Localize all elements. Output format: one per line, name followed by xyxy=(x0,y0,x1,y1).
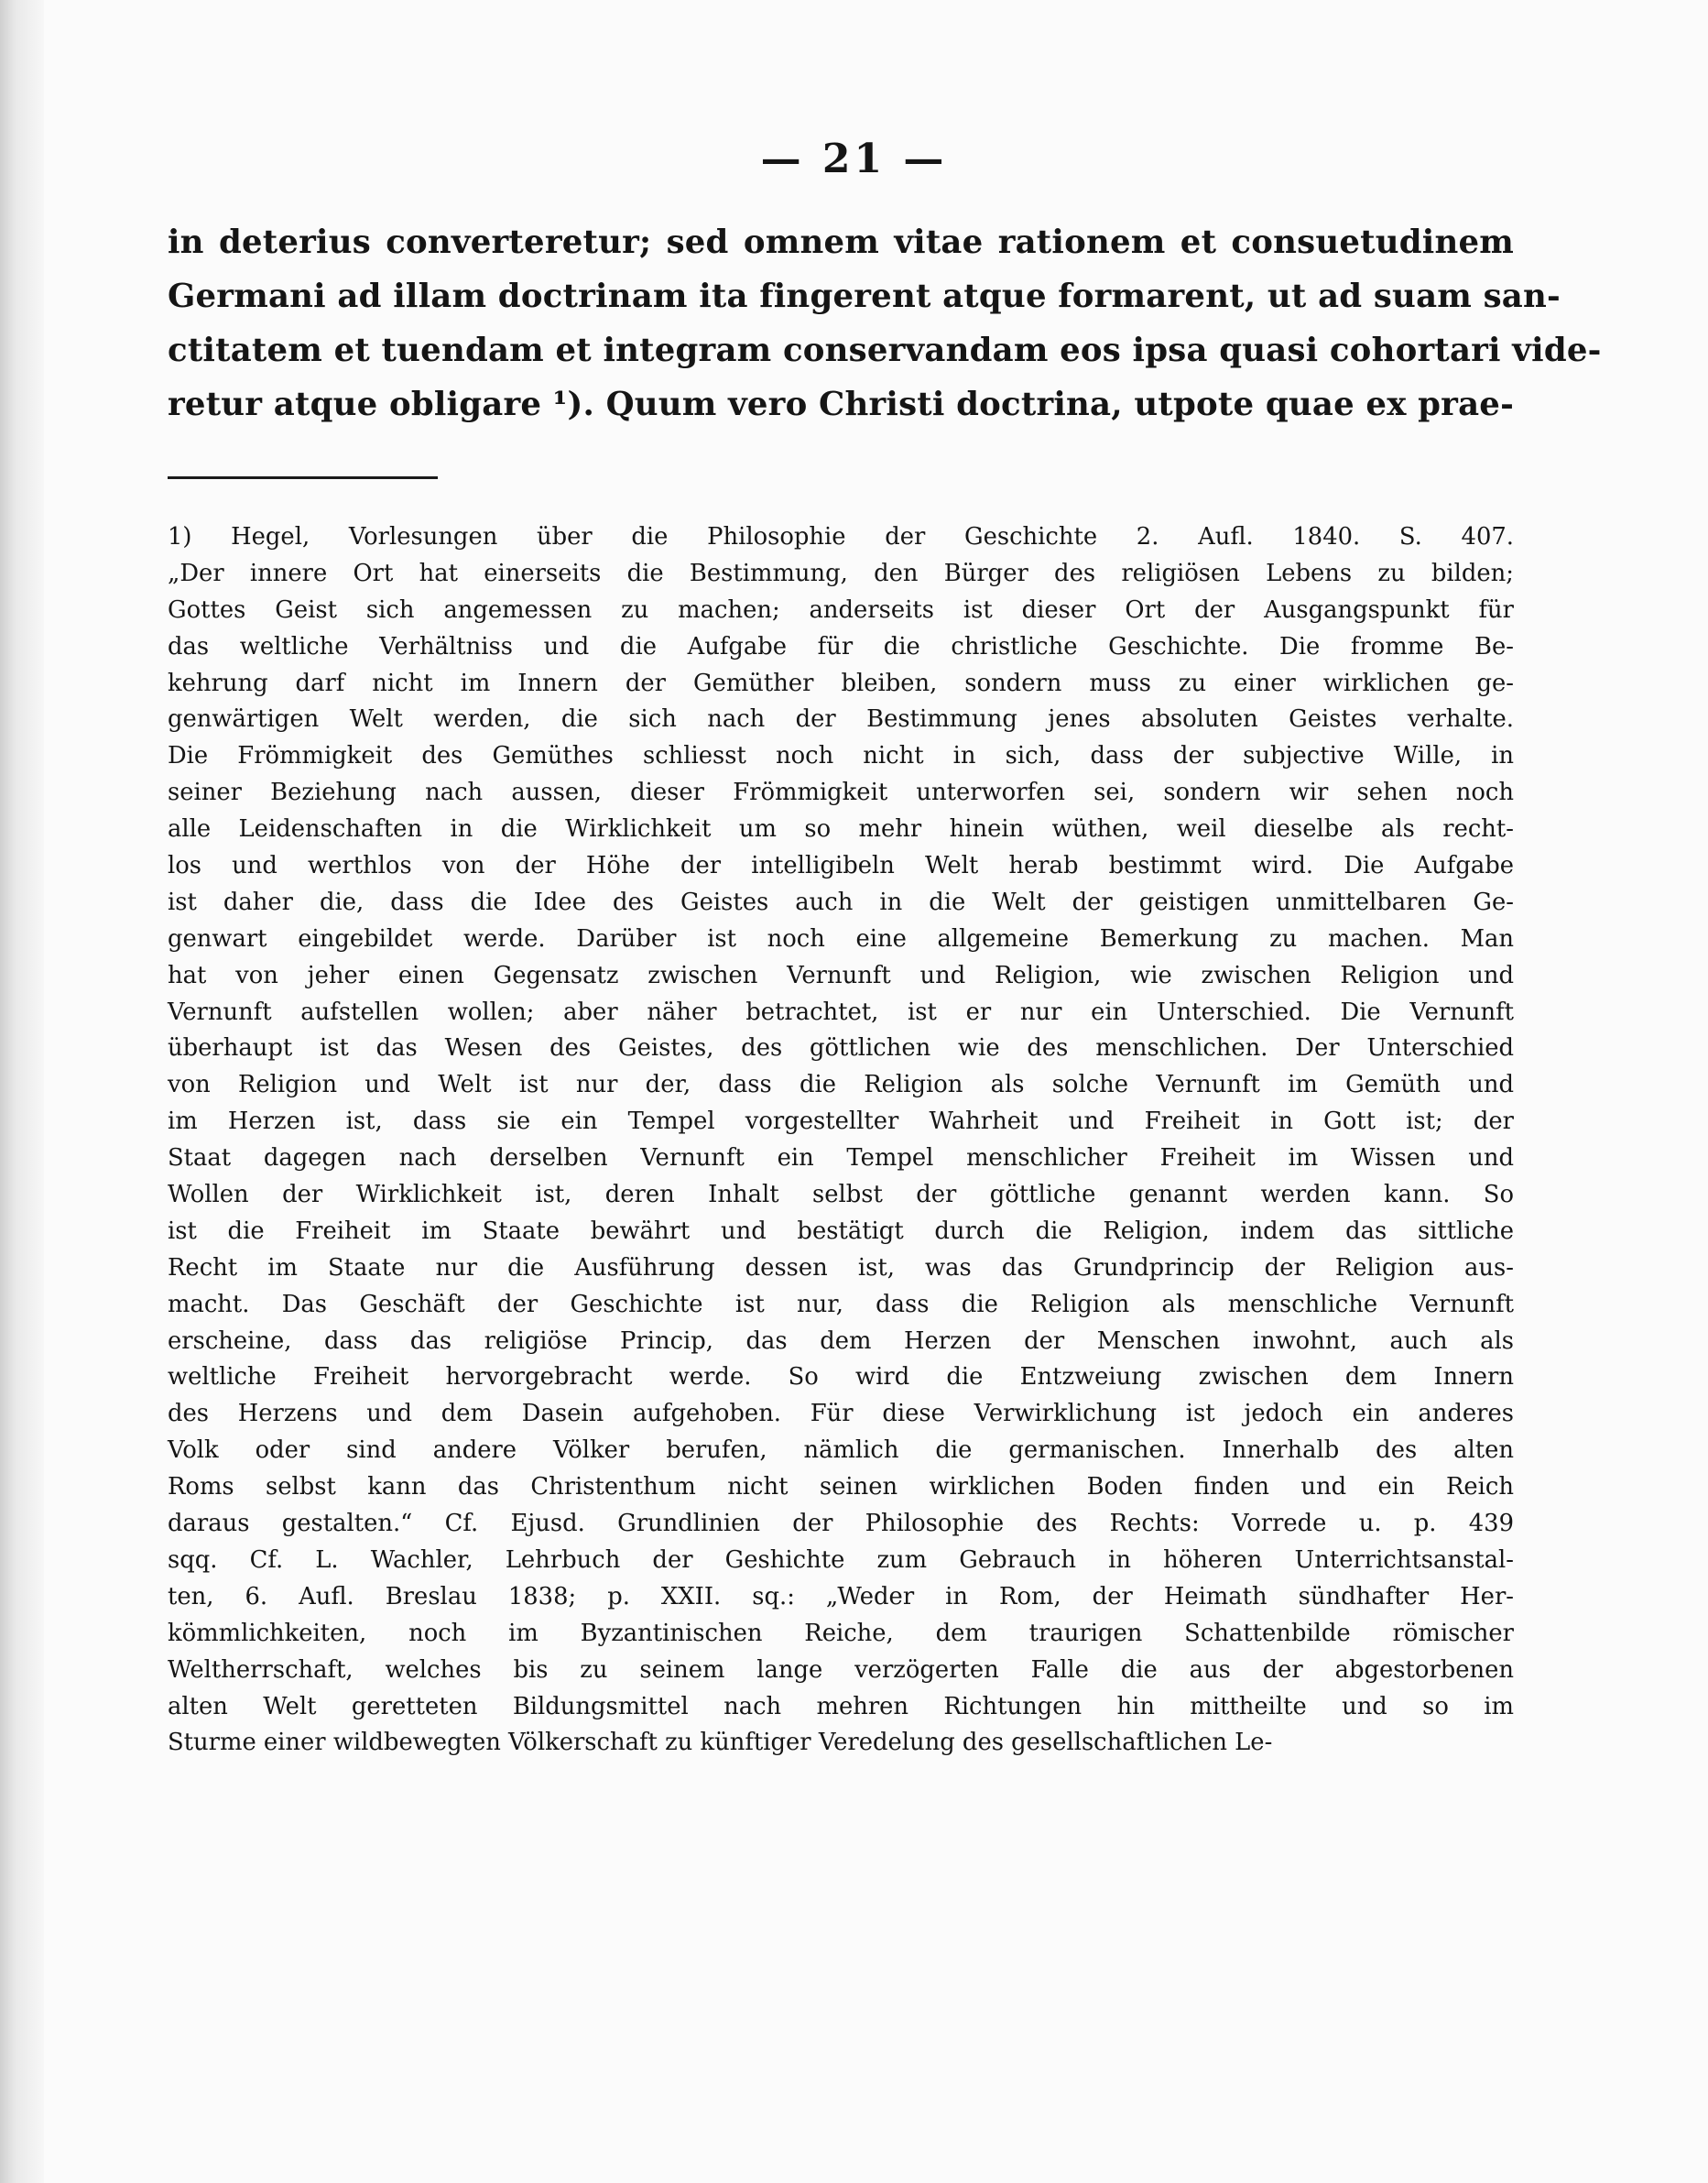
footnote-line: ist die Freiheit im Staate bewährt und bestätigt durch die Religion, indem das sittliche xyxy=(168,1217,1514,1245)
main-text-line: ctitatem et tuendam et integram conservandam eos ipsa quasi cohortari vide- xyxy=(168,332,1602,369)
footnote-line: macht. Das Geschäft der Geschichte ist nur, dass die Religion als menschliche Vernunft xyxy=(168,1290,1514,1318)
footnote-line: Volk oder sind andere Völker berufen, nämlich die germanischen. Innerhalb des alten xyxy=(168,1436,1514,1465)
footnote-line: „Der innere Ort hat einerseits die Bestimmung, den Bürger des religiösen Lebens zu bilden; xyxy=(168,559,1514,587)
footnote-line: 1) Hegel, Vorlesungen über die Philosophie der Geschichte 2. Aufl. 1840. S. 407. xyxy=(168,523,1514,551)
footnote-line: alten Welt geretteten Bildungsmittel nach mehren Richtungen hin mittheilte und so im xyxy=(168,1692,1514,1720)
footnote-line: Sturme einer wildbewegten Völkerschaft zu künftiger Veredelung des gesellschaftlichen Le- xyxy=(168,1729,1273,1757)
footnote-line: kömmlichkeiten, noch im Byzantinischen Reiche, dem traurigen Schattenbilde römischer xyxy=(168,1619,1514,1647)
footnote-line: ist daher die, dass die Idee des Geistes auch in die Welt der geistigen unmittelbaren Ge- xyxy=(168,888,1514,916)
footnote-line: überhaupt ist das Wesen des Geistes, des göttlichen wie des menschlichen. Der Unterschied xyxy=(168,1034,1514,1063)
footnote-line: Vernunft aufstellen wollen; aber näher betrachtet, ist er nur ein Unterschied. Die Vernunft xyxy=(168,998,1514,1026)
footnote-line: hat von jeher einen Gegensatz zwischen Vernunft und Religion, wie zwischen Religion und xyxy=(168,961,1514,989)
main-text-line: Germani ad illam doctrinam ita fingerent atque formarent, ut ad suam san- xyxy=(168,278,1561,315)
main-text-line: in deterius converteretur; sed omnem vitae rationem et consuetudinem xyxy=(168,224,1514,261)
footnote-line: Die Frömmigkeit des Gemüthes schliesst noch nicht in sich, dass der subjective Wille, in xyxy=(168,742,1514,770)
footnote-line: daraus gestalten.“ Cf. Ejusd. Grundlinien der Philosophie des Rechts: Vorrede u. p. 439 xyxy=(168,1510,1514,1538)
footnote-line: das weltliche Verhältniss und die Aufgabe für die christliche Geschichte. Die fromme Be- xyxy=(168,632,1514,660)
footnote-line: seiner Beziehung nach aussen, dieser Frömmigkeit unterworfen sei, sondern wir sehen noch xyxy=(168,779,1514,807)
footnote-line: von Religion und Welt ist nur der, dass die Religion als solche Vernunft im Gemüth und xyxy=(168,1071,1514,1099)
footnote-line: los und werthlos von der Höhe der intelligibeln Welt herab bestimmt wird. Die Aufgabe xyxy=(168,852,1514,880)
footnote-line: ten, 6. Aufl. Breslau 1838; p. XXII. sq.: „Weder in Rom, der Heimath sündhafter Her- xyxy=(168,1582,1514,1610)
footnote-line: Gottes Geist sich angemessen zu machen; anderseits ist dieser Ort der Ausgangspunkt für xyxy=(168,595,1514,624)
binding-shadow xyxy=(0,0,44,2183)
footnote-line: im Herzen ist, dass sie ein Tempel vorgestellter Wahrheit und Freiheit in Gott ist; der xyxy=(168,1108,1514,1136)
footnote-line: Weltherrschaft, welches bis zu seinem lange verzögerten Falle die aus der abgestorbenen xyxy=(168,1655,1514,1684)
footnote-separator xyxy=(168,476,438,479)
footnote-line: genwärtigen Welt werden, die sich nach der Bestimmung jenes absoluten Geistes verhalte. xyxy=(168,705,1514,734)
footnote-line: Wollen der Wirklichkeit ist, deren Inhalt selbst der göttliche genannt werden kann. So xyxy=(168,1181,1514,1209)
footnote-line: weltliche Freiheit hervorgebracht werde. So wird die Entzweiung zwischen dem Innern xyxy=(168,1363,1514,1392)
main-text-block xyxy=(168,215,1602,431)
footnote-line: Recht im Staate nur die Ausführung dessen ist, was das Grundprincip der Religion aus- xyxy=(168,1253,1514,1282)
footnote-line: sqq. Cf. L. Wachler, Lehrbuch der Geshichte zum Gebrauch in höheren Unterrichtsanstal- xyxy=(168,1545,1514,1574)
footnote-line: Roms selbst kann das Christenthum nicht seinen wirklichen Boden finden und ein Reich xyxy=(168,1473,1514,1501)
footnote-line: Staat dagegen nach derselben Vernunft ein Tempel menschlicher Freiheit im Wissen und xyxy=(168,1144,1514,1173)
footnote-line: genwart eingebildet werde. Darüber ist noch eine allgemeine Bemerkung zu machen. Man xyxy=(168,924,1514,953)
footnote-line: erscheine, dass das religiöse Princip, das dem Herzen der Menschen inwohnt, auch als xyxy=(168,1326,1514,1355)
page-number: — 21 — xyxy=(760,136,948,182)
footnote-line: kehrung darf nicht im Innern der Gemüther bleiben, sondern muss zu einer wirklichen ge- xyxy=(168,669,1514,697)
footnote-line: des Herzens und dem Dasein aufgehoben. Für diese Verwirklichung ist jedoch ein anderes xyxy=(168,1400,1514,1428)
main-text-line: retur atque obligare ¹). Quum vero Christi doctrina, utpote quae ex prae- xyxy=(168,386,1514,423)
footnote-line: alle Leidenschaften in die Wirklichkeit um so mehr hinein wüthen, weil dieselbe als recht- xyxy=(168,815,1514,844)
footnote-block xyxy=(168,519,1514,1762)
